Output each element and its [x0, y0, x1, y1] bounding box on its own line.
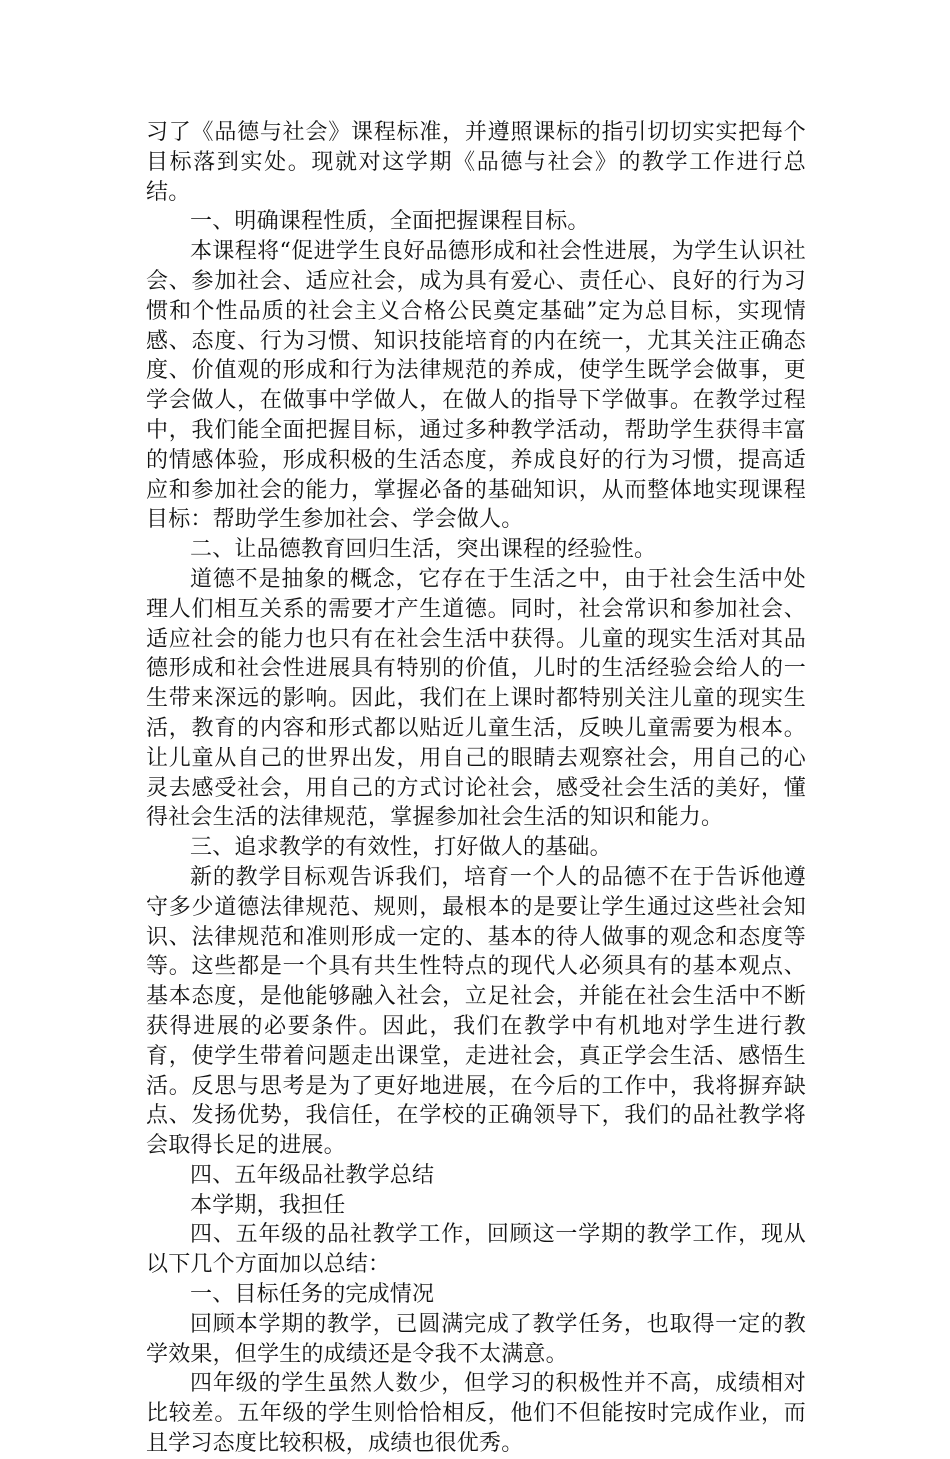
section-heading-1: 一、明确课程性质，全面把握课程目标。 — [190, 209, 590, 235]
paragraph-this-semester: 本学期，我担任 — [190, 1192, 346, 1218]
paragraph-life-education: 道德不是抽象的概念，它存在于生活之中，由于社会生活中处理人们相互关系的需要才产生道德。同时，社会常识和参加社会、适应社会的能力也只有在社会生活中获得。儿童的现实生活对其品德形成和社会性进展具有特别的价值，儿时的生活经验会给人的一生带来深远的影响。因此，我们在上课时都特别关注儿童的现实生活，教育的内容和形式都以贴近儿童生活，反映儿童需要为根本。让儿童从自己的世界出发，用自己的眼睛去观察社会，用自己的心灵去感受社会，用自己的方式讨论社会，感受社会生活的美好，懂得社会生活的法律规范，掌握参加社会生活的知识和能力。 — [146, 566, 806, 831]
paragraph-review-intro: 四、五年级的品社教学工作，回顾这一学期的教学工作，现从以下几个方面加以总结： — [146, 1222, 806, 1278]
section-heading-2: 二、让品德教育回归生活，突出课程的经验性。 — [190, 537, 657, 563]
paragraph-teaching-effectiveness: 新的教学目标观告诉我们，培育一个人的品德不在于告诉他遵守多少道德法律规范、规则，最根本的是要让学生通过这些社会知识、法律规范和准则形成一定的、基本的待人做事的观念和态度等等。这些都是一个具有共生性特点的现代人必须具有的基本观点、基本态度，是他能够融入社会，立足社会，并能在社会生活中不断获得进展的必要条件。因此，我们在教学中有机地对学生进行教育，使学生带着问题走出课堂，走进社会，真正学会生活、感悟生活。反思与思考是为了更好地进展，在今后的工作中，我将摒弃缺点、发扬优势，我信任，在学校的正确领导下，我们的品社教学将会取得长足的进展。 — [146, 864, 806, 1159]
paragraph-semester-review: 回顾本学期的教学，已圆满完成了教学任务，也取得一定的教学效果，但学生的成绩还是令我不太满意。 — [146, 1311, 806, 1367]
paragraph-course-goals: 本课程将“促进学生良好品德形成和社会性进展，为学生认识社会、参加社会、适应社会，成为具有爱心、责任心、良好的行为习惯和个性品质的社会主义合格公民奠定基础”定为总目标，实现情感、态度、行为习惯、知识技能培育的内在统一，尤其关注正确态度、价值观的形成和行为法律规范的养成，使学生既学会做事，更学会做人，在做事中学做人，在做人的指导下学做事。在教学过程中，我们能全面把握目标，通过多种教学活动，帮助学生获得丰富的情感体验，形成积极的生活态度，养成良好的行为习惯，提高适应和参加社会的能力，掌握必备的基础知识，从而整体地实现课程目标：帮助学生参加社会、学会做人。 — [146, 239, 806, 533]
section-heading-goals-completion: 一、目标任务的完成情况 — [190, 1282, 435, 1308]
paragraph-grade-comparison: 四年级的学生虽然人数少，但学习的积极性并不高，成绩相对比较差。五年级的学生则恰恰相反，他们不但能按时完成作业，而且学习态度比较积极，成绩也很优秀。 — [146, 1371, 806, 1457]
paragraph-intro-continued: 习了《品德与社会》课程标准，并遵照课标的指引切切实实把每个目标落到实处。现就对这学期《品德与社会》的教学工作进行总结。 — [146, 120, 806, 205]
section-heading-4: 四、五年级品社教学总结 — [190, 1162, 435, 1188]
section-heading-3: 三、追求教学的有效性，打好做人的基础。 — [190, 835, 612, 861]
document-body — [146, 118, 806, 1459]
